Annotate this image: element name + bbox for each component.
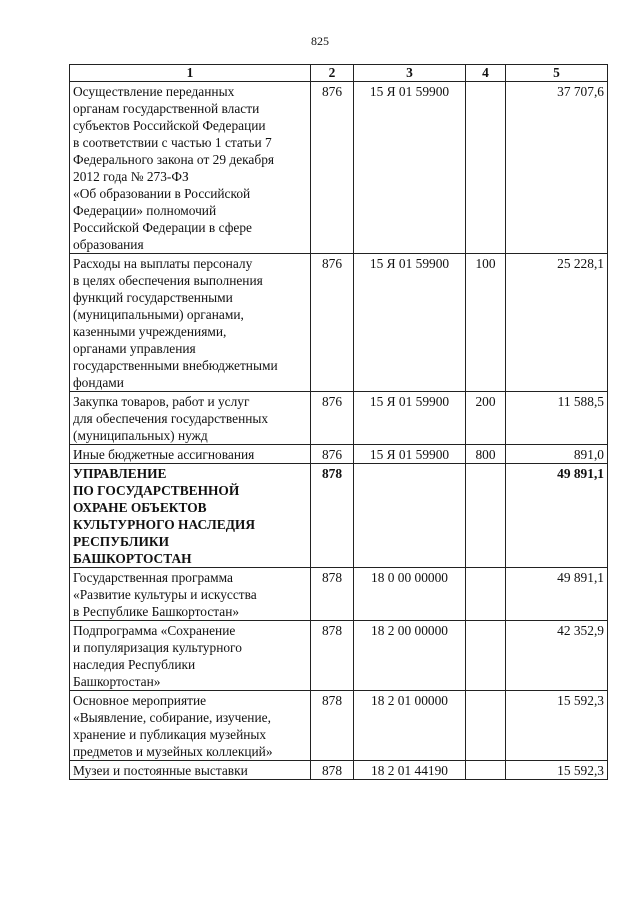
row-ved-cell: 876 bbox=[311, 254, 354, 392]
row-ved-cell: 878 bbox=[311, 691, 354, 761]
row-sum-cell: 49 891,1 bbox=[506, 464, 608, 568]
row-name-cell: Государственная программа «Развитие культуры и искусства в Республике Башкортостан» bbox=[70, 568, 311, 621]
table-row bbox=[70, 82, 608, 254]
row-csr-cell: 18 2 01 44190 bbox=[354, 761, 466, 780]
row-ved-cell: 878 bbox=[311, 568, 354, 621]
row-csr-cell bbox=[354, 464, 466, 568]
row-csr-cell: 15 Я 01 59900 bbox=[354, 445, 466, 464]
row-sum-cell: 15 592,3 bbox=[506, 691, 608, 761]
row-sum-cell: 11 588,5 bbox=[506, 392, 608, 445]
row-ved-cell: 876 bbox=[311, 445, 354, 464]
table-row bbox=[70, 621, 608, 691]
table-body bbox=[70, 82, 608, 780]
row-name-cell: Расходы на выплаты персоналу в целях обеспечения выполнения функций государственными (муниципальными) органами, казенными учреждениями, органами управления государственными внебюджетными фондами bbox=[70, 254, 311, 392]
table-row bbox=[70, 445, 608, 464]
table-row bbox=[70, 568, 608, 621]
row-csr-cell: 15 Я 01 59900 bbox=[354, 254, 466, 392]
row-name-cell: Музеи и постоянные выставки bbox=[70, 761, 311, 780]
row-ved-cell: 876 bbox=[311, 82, 354, 254]
table-row bbox=[70, 761, 608, 780]
row-ved-cell: 878 bbox=[311, 621, 354, 691]
page-number: 825 bbox=[311, 34, 329, 48]
table-row bbox=[70, 254, 608, 392]
row-sum-cell: 42 352,9 bbox=[506, 621, 608, 691]
row-vr-cell bbox=[466, 691, 506, 761]
header-col-4: 4 bbox=[466, 65, 506, 82]
budget-table bbox=[69, 64, 608, 780]
row-name-cell: Иные бюджетные ассигнования bbox=[70, 445, 311, 464]
row-ved-cell: 876 bbox=[311, 392, 354, 445]
row-name-cell: УПРАВЛЕНИЕ ПО ГОСУДАРСТВЕННОЙ ОХРАНЕ ОБЪЕКТОВ КУЛЬТУРНОГО НАСЛЕДИЯ РЕСПУБЛИКИ БАШКОРТОСТАН bbox=[70, 464, 311, 568]
row-sum-cell: 25 228,1 bbox=[506, 254, 608, 392]
header-col-1: 1 bbox=[70, 65, 311, 82]
row-vr-cell: 200 bbox=[466, 392, 506, 445]
row-csr-cell: 15 Я 01 59900 bbox=[354, 82, 466, 254]
row-csr-cell: 18 2 00 00000 bbox=[354, 621, 466, 691]
row-vr-cell bbox=[466, 621, 506, 691]
row-vr-cell bbox=[466, 568, 506, 621]
row-vr-cell bbox=[466, 464, 506, 568]
row-name-cell: Подпрограмма «Сохранение и популяризация культурного наследия Республики Башкортостан» bbox=[70, 621, 311, 691]
header-col-5: 5 bbox=[506, 65, 608, 82]
row-sum-cell: 37 707,6 bbox=[506, 82, 608, 254]
row-ved-cell: 878 bbox=[311, 761, 354, 780]
row-sum-cell: 49 891,1 bbox=[506, 568, 608, 621]
table-row bbox=[70, 691, 608, 761]
table-row bbox=[70, 464, 608, 568]
row-name-cell: Осуществление переданных органам государственной власти субъектов Российской Федерации в соответствии с частью 1 статьи 7 Федерального закона от 29 декабря 2012 года № 273-ФЗ «Об образовании в Российской Федерации» полномочий Российской Федерации в сфере образования bbox=[70, 82, 311, 254]
row-sum-cell: 15 592,3 bbox=[506, 761, 608, 780]
row-sum-cell: 891,0 bbox=[506, 445, 608, 464]
row-vr-cell: 100 bbox=[466, 254, 506, 392]
header-col-2: 2 bbox=[311, 65, 354, 82]
row-vr-cell bbox=[466, 82, 506, 254]
row-csr-cell: 18 0 00 00000 bbox=[354, 568, 466, 621]
row-name-cell: Закупка товаров, работ и услуг для обеспечения государственных (муниципальных) нужд bbox=[70, 392, 311, 445]
header-col-3: 3 bbox=[354, 65, 466, 82]
row-csr-cell: 18 2 01 00000 bbox=[354, 691, 466, 761]
row-name-cell: Основное мероприятие «Выявление, собирание, изучение, хранение и публикация музейных предметов и музейных коллекций» bbox=[70, 691, 311, 761]
row-csr-cell: 15 Я 01 59900 bbox=[354, 392, 466, 445]
table-row bbox=[70, 392, 608, 445]
row-vr-cell: 800 bbox=[466, 445, 506, 464]
row-ved-cell: 878 bbox=[311, 464, 354, 568]
row-vr-cell bbox=[466, 761, 506, 780]
header-row bbox=[70, 65, 608, 82]
